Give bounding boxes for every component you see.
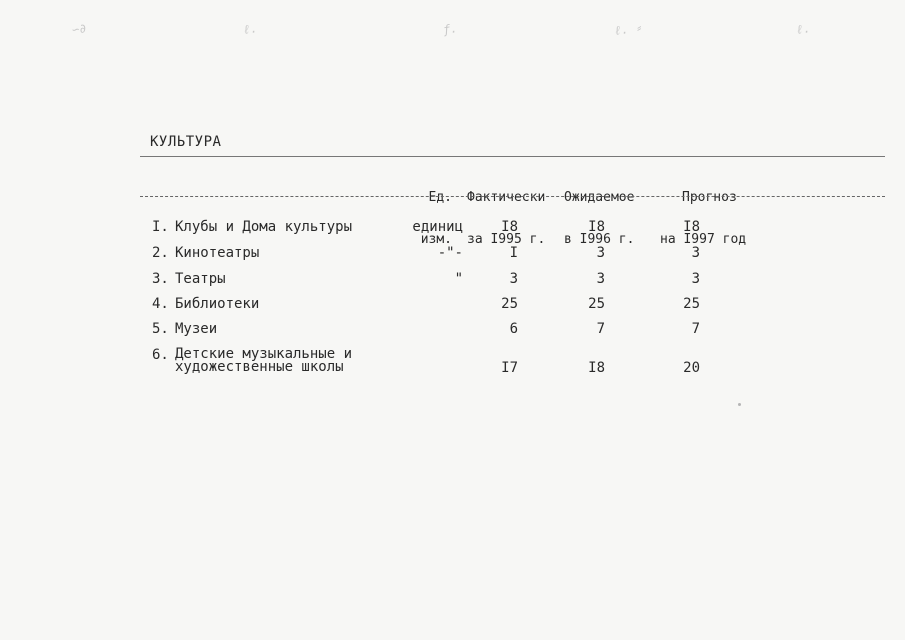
row-actual: 25 <box>501 296 518 312</box>
row-index: 4. <box>152 296 169 312</box>
column-header-expected: Ожидаемое в I996 г. <box>564 190 635 247</box>
page-mark: ℓ. <box>795 21 812 37</box>
row-name: Театры <box>175 271 226 287</box>
row-forecast: 7 <box>691 321 700 337</box>
row-name: Библиотеки <box>175 296 260 312</box>
row-actual: 6 <box>509 321 518 337</box>
row-index: 2. <box>152 245 169 261</box>
row-forecast: I8 <box>683 219 700 235</box>
row-unit: " <box>454 271 463 287</box>
row-unit: единиц <box>412 219 463 235</box>
row-expected: 3 <box>596 245 605 261</box>
page-mark: ℓ. <box>242 21 259 37</box>
header-top-rule <box>140 156 885 157</box>
row-unit: -"- <box>437 245 463 261</box>
page-mark: ƒ. <box>442 21 459 37</box>
row-actual: I <box>509 245 518 261</box>
row-expected: I8 <box>588 360 605 376</box>
row-index: 6. <box>152 347 169 363</box>
header-bottom-rule <box>140 196 885 197</box>
row-expected: I8 <box>588 219 605 235</box>
row-name: Кинотеатры <box>175 245 260 261</box>
row-expected: 25 <box>588 296 605 312</box>
row-name: Музеи <box>175 321 218 337</box>
row-expected: 3 <box>596 271 605 287</box>
row-actual: I8 <box>501 219 518 235</box>
row-index: 5. <box>152 321 169 337</box>
row-actual: I7 <box>501 360 518 376</box>
section-title: КУЛЬТУРА <box>150 134 222 150</box>
column-header-unit: Ед. изм. <box>420 190 452 247</box>
row-expected: 7 <box>596 321 605 337</box>
row-forecast: 20 <box>683 360 700 376</box>
row-name: Детские музыкальные и художественные школы <box>175 346 353 375</box>
page-mark: ∽∂ <box>71 21 88 37</box>
row-actual: 3 <box>509 271 518 287</box>
row-forecast: 3 <box>691 271 700 287</box>
row-forecast: 25 <box>683 296 700 312</box>
page-mark: ℓ. ⸗ <box>613 20 644 38</box>
row-index: 3. <box>152 271 169 287</box>
column-header-forecast: Прогноз на I997 год <box>660 190 747 247</box>
row-name: Клубы и Дома культуры <box>175 219 353 235</box>
ink-speck <box>738 403 741 406</box>
column-header-actual: Фактически за I995 г. <box>467 190 546 247</box>
row-index: I. <box>152 219 169 235</box>
row-forecast: 3 <box>691 245 700 261</box>
